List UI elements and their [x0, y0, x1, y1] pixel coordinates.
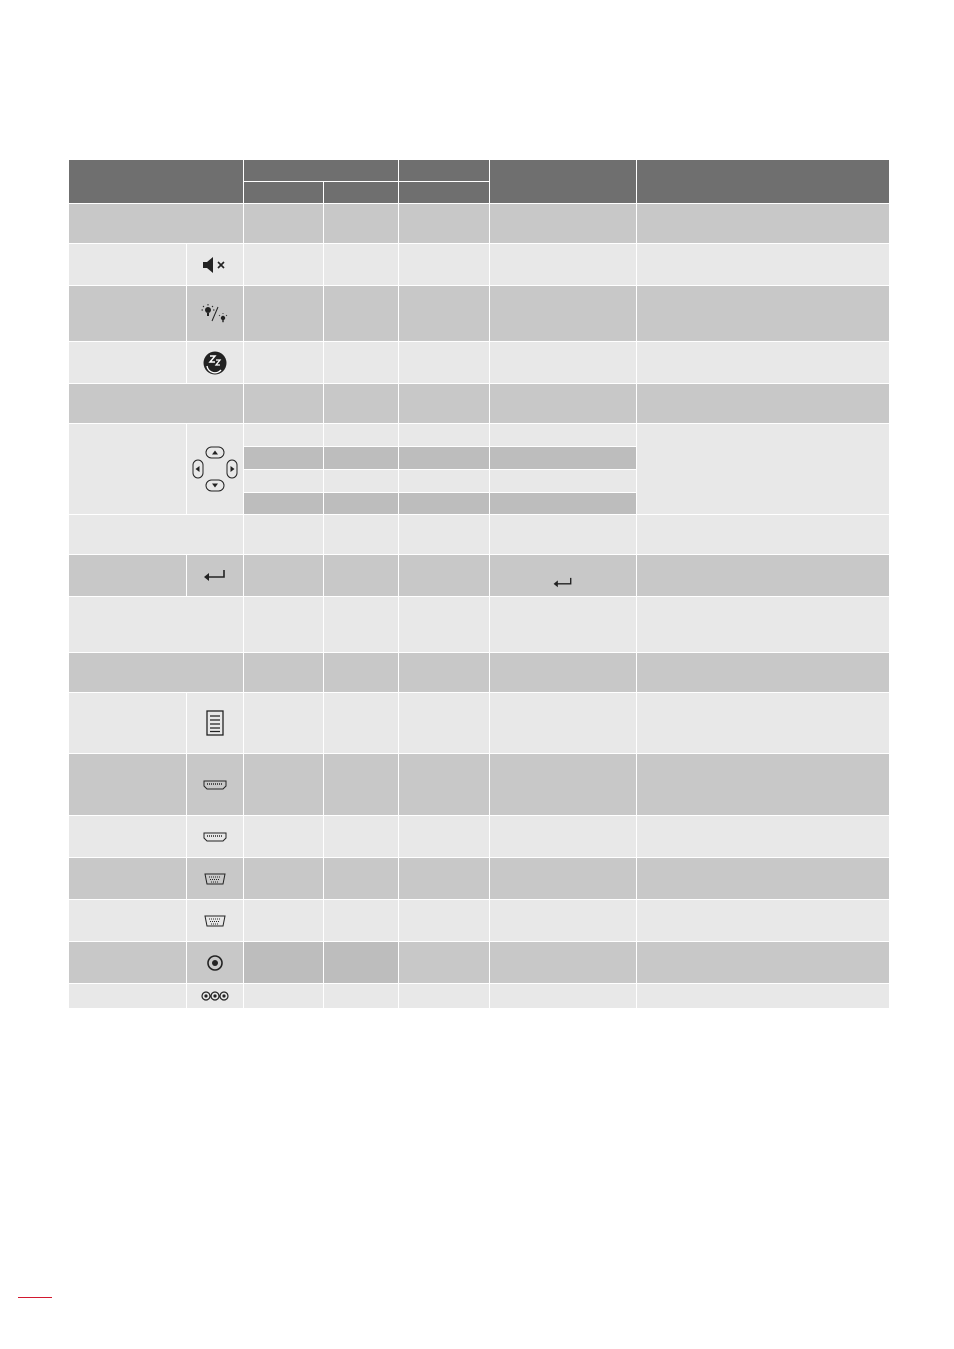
table-cell [399, 942, 489, 983]
hdmi1-icon [187, 754, 243, 815]
table-cell [244, 555, 323, 596]
table-cell [324, 342, 398, 383]
table-cell [490, 693, 636, 753]
table-cell [399, 653, 489, 692]
table-cell [637, 653, 889, 692]
table-cell [637, 204, 889, 243]
table-cell [399, 900, 489, 941]
header-sub-3 [399, 182, 489, 203]
table-row-menu-label [69, 693, 186, 753]
footer-accent-rule [18, 1297, 52, 1298]
table-cell [324, 653, 398, 692]
table-cell [399, 597, 489, 652]
table-row-7-label [69, 515, 243, 554]
table-cell [399, 424, 489, 446]
table-cell [490, 515, 636, 554]
table-cell [324, 597, 398, 652]
table-row-10-label [69, 653, 243, 692]
table-cell [244, 984, 323, 1008]
table-cell [490, 754, 636, 815]
table-cell [637, 555, 889, 596]
enter-icon [490, 555, 636, 596]
table-cell [637, 597, 889, 652]
sleep-timer-icon [187, 342, 243, 383]
table-row-enter-label [69, 555, 186, 596]
header-key [490, 160, 636, 203]
table-cell [399, 693, 489, 753]
table-cell [324, 515, 398, 554]
table-cell [244, 286, 323, 341]
table-cell [490, 942, 636, 983]
header-code-group-b [399, 160, 489, 181]
table-cell [399, 816, 489, 857]
table-cell [324, 942, 398, 983]
table-cell [490, 204, 636, 243]
table-cell [637, 900, 889, 941]
table-cell [399, 204, 489, 243]
table-cell [637, 942, 889, 983]
table-cell [399, 244, 489, 285]
header-code-group-a [244, 160, 398, 181]
table-cell [490, 447, 636, 469]
table-cell [244, 515, 323, 554]
table-cell [399, 984, 489, 1008]
table-row-mute-label [69, 244, 186, 285]
table-cell [244, 447, 323, 469]
table-row-vga1-label [69, 858, 186, 899]
table-cell [244, 693, 323, 753]
table-cell [490, 984, 636, 1008]
table-cell [490, 342, 636, 383]
table-cell [490, 493, 636, 514]
table-cell [244, 858, 323, 899]
table-cell [637, 384, 889, 423]
table-cell [244, 942, 323, 983]
table-cell [490, 286, 636, 341]
table-cell [244, 493, 323, 514]
table-cell [637, 515, 889, 554]
table-cell [637, 816, 889, 857]
table-row-5-label [69, 384, 243, 423]
table-cell [490, 597, 636, 652]
table-cell [324, 858, 398, 899]
brightness-icon [187, 286, 243, 341]
table-cell [399, 515, 489, 554]
remote-code-table [69, 160, 885, 1008]
component-icon [187, 984, 243, 1008]
table-cell [244, 754, 323, 815]
table-cell [324, 424, 398, 446]
table-cell [637, 424, 889, 514]
table-cell [324, 816, 398, 857]
header-function [69, 160, 243, 203]
table-cell [244, 816, 323, 857]
table-cell [324, 447, 398, 469]
hdmi2-icon [187, 816, 243, 857]
table-cell [637, 754, 889, 815]
table-cell [490, 470, 636, 492]
table-cell [637, 984, 889, 1008]
table-cell [244, 424, 323, 446]
table-cell [399, 286, 489, 341]
enter-icon [187, 555, 243, 596]
table-cell [244, 653, 323, 692]
table-cell [399, 555, 489, 596]
table-cell [399, 470, 489, 492]
table-cell [637, 342, 889, 383]
table-cell [490, 900, 636, 941]
table-cell [244, 900, 323, 941]
table-cell [324, 555, 398, 596]
table-row-sleep-label [69, 342, 186, 383]
video-icon [187, 942, 243, 983]
table-cell [637, 693, 889, 753]
table-cell [244, 244, 323, 285]
table-cell [637, 244, 889, 285]
table-row-brightness-label [69, 286, 186, 341]
table-cell [244, 470, 323, 492]
table-cell [637, 858, 889, 899]
table-cell [324, 470, 398, 492]
mute-icon [187, 244, 243, 285]
vga1-icon [187, 858, 243, 899]
table-cell [324, 900, 398, 941]
table-cell [244, 384, 323, 423]
table-row-video-label [69, 942, 186, 983]
navigation-arrows-icon [187, 424, 243, 514]
table-cell [244, 597, 323, 652]
table-cell [490, 424, 636, 446]
header-description [637, 160, 889, 203]
table-cell [324, 693, 398, 753]
header-sub-2 [324, 182, 398, 203]
table-cell [324, 286, 398, 341]
table-cell [399, 493, 489, 514]
table-cell [490, 816, 636, 857]
table-cell [399, 754, 489, 815]
table-row-1-label [69, 204, 243, 243]
table-row-9-label [69, 597, 243, 652]
table-row-hdmi2-label [69, 816, 186, 857]
table-cell [244, 342, 323, 383]
table-cell [490, 244, 636, 285]
table-row-component-label [69, 984, 186, 1008]
table-cell [324, 244, 398, 285]
table-cell [399, 384, 489, 423]
header-sub-1 [244, 182, 323, 203]
table-cell [490, 858, 636, 899]
table-cell [490, 384, 636, 423]
table-cell [399, 858, 489, 899]
menu-icon [187, 693, 243, 753]
table-cell [637, 286, 889, 341]
table-cell [324, 984, 398, 1008]
table-row-navigation-label [69, 424, 186, 514]
table-cell [399, 447, 489, 469]
table-cell [324, 493, 398, 514]
table-cell [324, 754, 398, 815]
table-cell [244, 204, 323, 243]
table-cell [324, 204, 398, 243]
table-row-vga2-label [69, 900, 186, 941]
table-row-hdmi1-label [69, 754, 186, 815]
table-cell [399, 342, 489, 383]
table-cell [490, 653, 636, 692]
vga2-icon [187, 900, 243, 941]
table-cell [324, 384, 398, 423]
